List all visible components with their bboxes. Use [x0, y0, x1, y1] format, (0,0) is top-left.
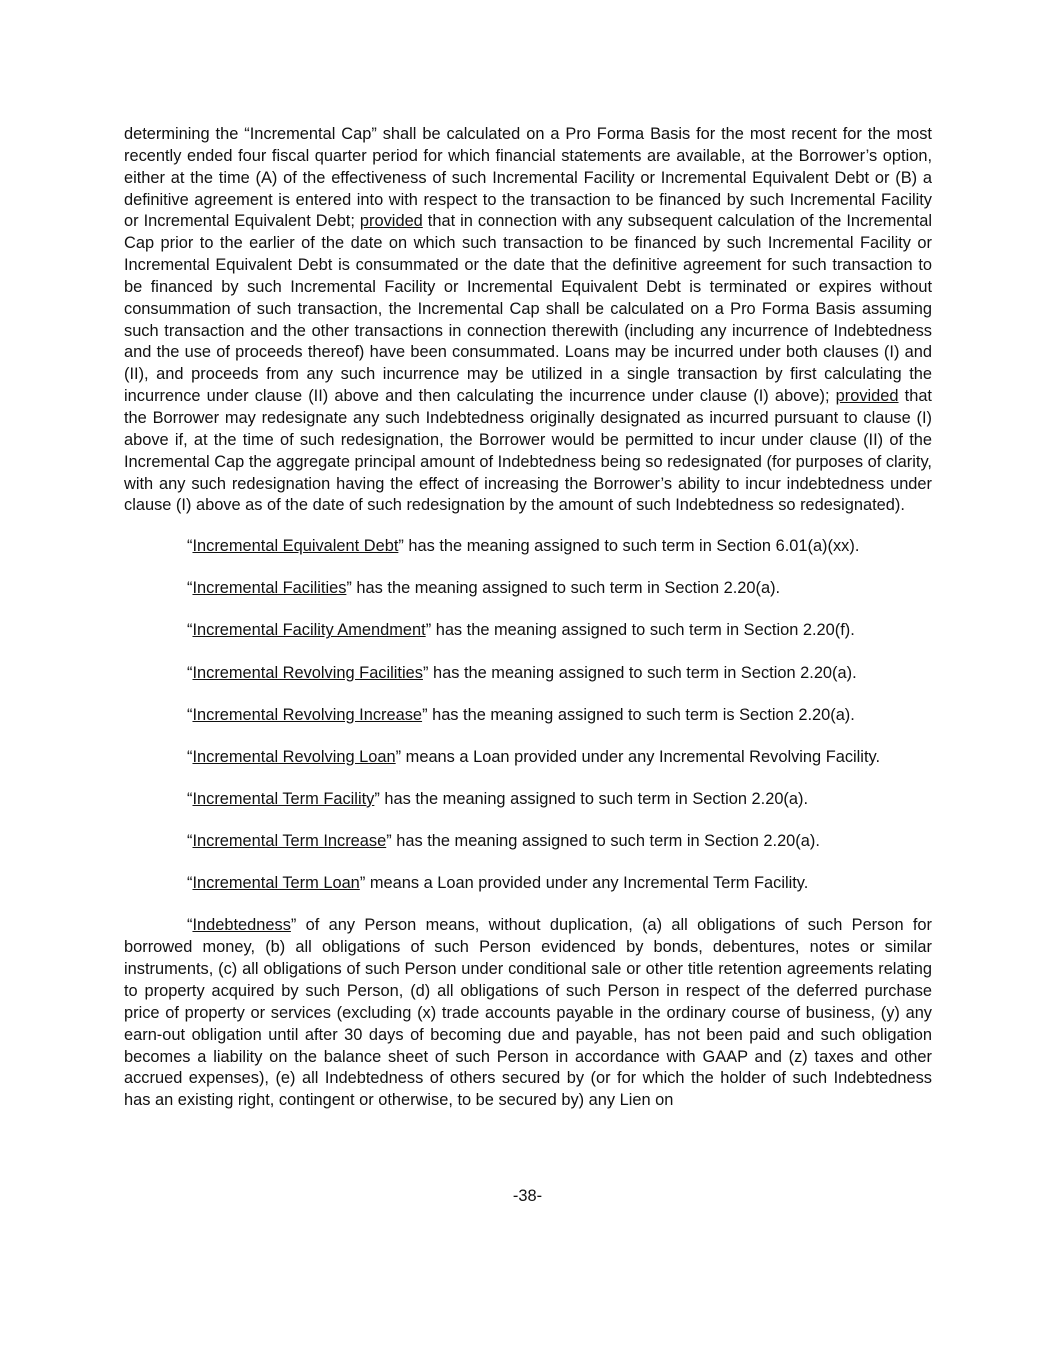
defined-term: Incremental Term Increase	[192, 832, 387, 851]
defined-term: Incremental Facilities	[192, 579, 347, 598]
intro-text-2: that in connection with any subsequent calculation of the Incremental Cap prior to the earlier of the date on which such transaction to be financed by such Incremental Facility or Incremental Equivalent Debt is consummated or the date that the definitive agreement for such transaction to be financed by such Incremental Facility or Incremental Equivalent Debt is terminated or expires without consummation of such transaction, the Incremental Cap shall be calculated on a Pro Forma Basis assuming such transaction and the other transactions in connection therewith (including any incurrence of Indebtedness and the use of proceeds thereof) have been consummated. Loans may be incurred under both clauses (I) and (II), and proceeds from any such incurrence may be utilized in a single transaction by first calculating the incurrence under clause (II) above and then calculating the incurrence under clause (I) above);	[124, 212, 932, 406]
defined-term: Indebtedness	[192, 916, 291, 935]
defined-term: Incremental Revolving Facilities	[192, 663, 423, 682]
intro-text-1: determining the “Incremental Cap” shall be calculated on a Pro Forma Basis for the most recent for the most recently ended four fiscal quarter period for which financial statements are available, at the Borrower’s option, either at the time (A) of the effectiveness of such Incremental Facility or Incremental Equivalent Debt or (B) a definitive agreement is entered into with respect to the transaction to be financed by such Incremental Facility or Incremental Equivalent Debt;	[124, 125, 932, 231]
definition-incremental-equivalent-debt: “Incremental Equivalent Debt” has the meaning assigned to such term in Section 6.01(a)(xx).	[187, 537, 860, 556]
definition-incremental-revolving-loan: “Incremental Revolving Loan” means a Loan provided under any Incremental Revolving Facility.	[187, 747, 881, 766]
intro-paragraph	[124, 124, 932, 517]
defined-term: Incremental Facility Amendment	[192, 621, 426, 640]
provided-term-2: provided	[835, 387, 899, 406]
defined-term: Incremental Term Facility	[192, 790, 375, 809]
definition-incremental-term-facility: “Incremental Term Facility” has the meaning assigned to such term in Section 2.20(a).	[187, 790, 809, 809]
definition-incremental-revolving-facilities: “Incremental Revolving Facilities” has the meaning assigned to such term in Section 2.20(a).	[187, 663, 857, 682]
page-number: -38-	[512, 1187, 543, 1205]
definition-incremental-facilities: “Incremental Facilities” has the meaning assigned to such term in Section 2.20(a).	[187, 579, 781, 598]
definition-indebtedness: “Indebtedness” of any Person means, without duplication, (a) all obligations of such Person for borrowed money, (b) all obligations of such Person evidenced by bonds, debentures, notes or similar instruments, (c) all obligations of such Person under conditional sale or other title retention agreements relating to property acquired by such Person, (d) all obligations of such Person in respect of the deferred purchase price of property or services (excluding (x) trade accounts payable in the ordinary course of business, (y) any earn-out obligation until after 30 days of becoming due and payable, has not been paid and such obligation becomes a liability on the balance sheet of such Person in accordance with GAAP and (z) taxes and other accrued expenses), (e) all Indebtedness of others secured by (or for which the holder of such Indebtedness has an existing right, contingent or otherwise, to be secured by) any Lien on	[124, 916, 932, 1110]
defined-term: Incremental Term Loan	[192, 874, 360, 893]
definition-incremental-revolving-increase: “Incremental Revolving Increase” has the meaning assigned to such term is Section 2.20(a).	[187, 705, 855, 724]
provided-term-1: provided	[359, 212, 423, 231]
definition-incremental-term-increase: “Incremental Term Increase” has the meaning assigned to such term in Section 2.20(a).	[187, 832, 820, 851]
intro-text-3: that the Borrower may redesignate any such Indebtedness originally designated as incurred pursuant to clause (I) above if, at the time of such redesignation, the Borrower would be permitted to incur under clause (II) of the Incremental Cap the aggregate principal amount of Indebtedness being so redesignated (for purposes of clarity, with any such redesignation having the effect of increasing the Borrower’s ability to incur indebtedness under clause (I) above as of the date of such redesignation by the amount of such Indebtedness so redesignated).	[124, 387, 932, 515]
defined-term: Incremental Equivalent Debt	[192, 537, 399, 556]
definition-incremental-facility-amendment: “Incremental Facility Amendment” has the meaning assigned to such term in Section 2.20(f).	[187, 621, 855, 640]
definition-incremental-term-loan: “Incremental Term Loan” means a Loan provided under any Incremental Term Facility.	[187, 874, 809, 893]
document-page	[124, 124, 932, 1112]
defined-term: Incremental Revolving Increase	[192, 705, 423, 724]
defined-term: Incremental Revolving Loan	[192, 747, 396, 766]
